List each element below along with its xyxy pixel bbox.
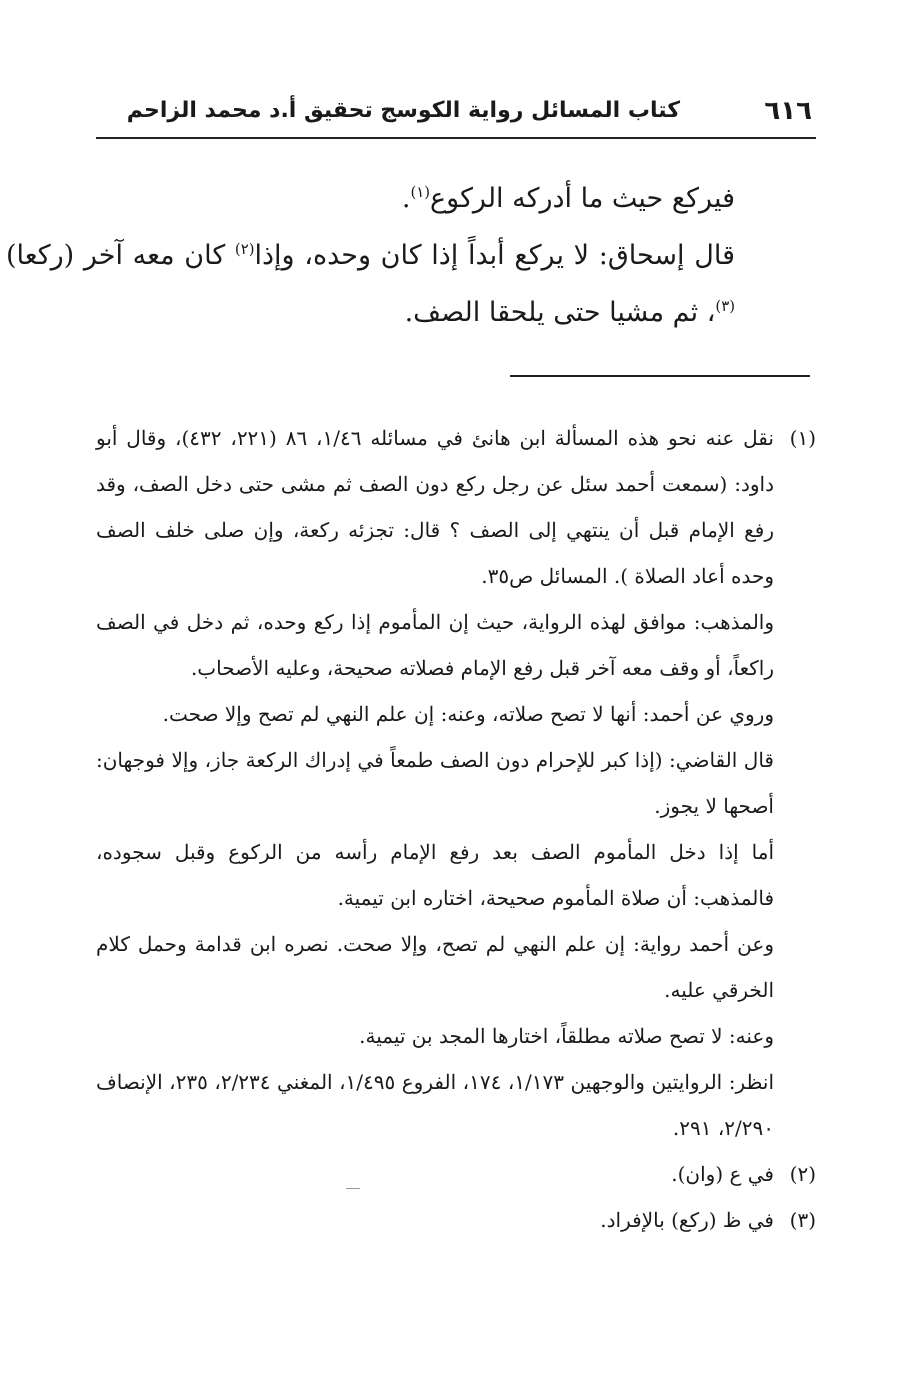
footnote-1-para-3: وروي عن أحمد: أنها لا تصح صلاته، وعنه: إن علم النهي لم تصح وإلا صحت.: [162, 702, 774, 726]
running-title: كتاب المسائل رواية الكوسج تحقيق أ.د محمد الزاحم: [126, 98, 680, 123]
footnote-separator: [510, 375, 810, 377]
main-paragraph-2: قال إسحاق: لا يركع أبداً إذا كان وحده، وإذا$^{(٢)}$ كان معه آخر (ركعا)$^{(٣)}$، ثم مشيا حتى يلحقا الصف.: [6, 240, 735, 328]
footnote-1-para-5: أما إذا دخل المأموم الصف بعد رفع الإمام رأسه من الركوع وقبل سجوده، فالمذهب: أن صلاة المأموم صحيحة، اختاره ابن تيمية.: [96, 840, 774, 910]
footnote-number: (١): [789, 426, 816, 450]
footnote-ref-3: (٣): [715, 297, 735, 315]
stray-mark: [346, 1188, 360, 1189]
main-text: [6, 170, 735, 341]
header-rule: [96, 137, 816, 139]
main-line-1: فيركع حيث ما أدركه الركوع$^{(١)}$.: [401, 183, 735, 214]
footnote-number: (٣): [789, 1208, 816, 1232]
footnote-number: (٢): [789, 1162, 816, 1186]
footnote-1-para-1: نقل عنه نحو هذه المسألة ابن هانئ في مسائله ١/٤٦، ٨٦ (٢٢١، ٤٣٢)، وقال أبو داود: (سمعت أحمد سئل عن رجل ركع دون الصف ثم مشى حتى دخل الصف، وقد رفع الإمام قبل أن ينتهي إلى الصف ؟ قال: تجزئه ركعة، وإن صلى خلف الصف وحده أعاد الصلاة ). المسائل ص٣٥.: [96, 426, 774, 588]
footnotes: [96, 415, 816, 1243]
footnote-3-text: في ظ (ركع) بالإفراد.: [600, 1208, 774, 1232]
footnote-1-para-4: قال القاضي: (إذا كبر للإحرام دون الصف طمعاً في إدراك الركعة جاز، وإلا فوجهان: أصحها لا يجوز.: [96, 748, 774, 818]
page-number: ٦١٦: [764, 96, 812, 126]
footnote-2: [96, 1151, 816, 1197]
footnote-1-para-2: والمذهب: موافق لهذه الرواية، حيث إن المأموم إذا ركع وحده، ثم دخل في الصف راكعاً، أو وقف معه آخر قبل رفع الإمام فصلاته صحيحة، وعليه الأصحاب.: [96, 610, 774, 680]
footnote-ref-2: (٢): [234, 240, 255, 258]
footnote-1: [96, 415, 816, 1151]
footnote-2-text: في ع (وان).: [671, 1162, 774, 1186]
footnote-1-para-8: انظر: الروايتين والوجهين ١/١٧٣، ١٧٤، الفروع ١/٤٩٥، المغني ٢/٢٣٤، ٢٣٥، الإنصاف ٢/٢٩٠، ٢٩١.: [96, 1070, 775, 1140]
footnote-1-para-6: وعن أحمد رواية: إن علم النهي لم تصح، وإلا صحت. نصره ابن قدامة وحمل كلام الخرقي عليه.: [96, 932, 774, 1002]
footnote-ref-1: (١): [410, 183, 431, 201]
footnote-1-para-7: وعنه: لا تصح صلاته مطلقاً، اختارها المجد بن تيمية.: [359, 1024, 774, 1048]
footnote-3: [96, 1197, 816, 1243]
page-header: [96, 88, 816, 132]
